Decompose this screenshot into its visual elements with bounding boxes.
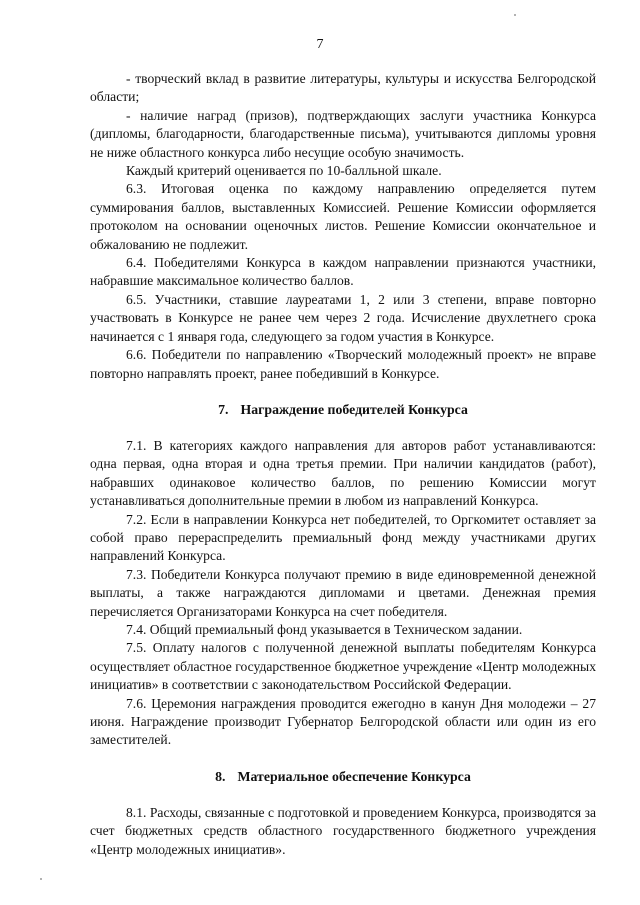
section-8 [90,804,596,859]
paragraph: Каждый критерий оценивается по 10-балльной шкале. [126,163,442,179]
section-title: Награждение победителей Конкурса [240,401,468,417]
section-7-heading [90,401,596,419]
paragraph: - творческий вклад в развитие литературы, культуры и искусства Белгородской области; [90,71,596,105]
paragraph: 6.4. Победителями Конкурса в каждом направлении признаются участники, набравшие максимальное количество баллов. [90,255,596,289]
paragraph: - наличие наград (призов), подтверждающих заслуги участника Конкурса (дипломы, благодарности, благодарственные письма), учитываются дипломы уровня не ниже областного конкурса либо несущие особую значимость. [90,107,596,160]
paragraph: 7.6. Церемония награждения проводится ежегодно в канун Дня молодежи – 27 июня. Награждение производит Губернатор Белгородской области или один из его заместителей. [90,695,596,748]
scan-speck [514,14,516,16]
paragraph: 7.2. Если в направлении Конкурса нет победителей, то Оргкомитет оставляет за собой право перераспределить премиальный фонд между участниками других направлений Конкурса. [90,511,596,564]
section-8-heading [90,768,596,786]
section-7 [90,437,596,750]
paragraph: 7.5. Оплату налогов с полученной денежной выплаты победителям Конкурса осуществляет областное государственное бюджетное учреждение «Центр молодежных инициатив» в соответствии с законодательством Российской Федерации. [90,640,596,693]
document-body [90,70,596,859]
section-number: 7. [218,401,229,417]
paragraph: 8.1. Расходы, связанные с подготовкой и проведением Конкурса, производятся за счет бюджетных средств областного государственного бюджетного учреждения «Центр молодежных инициатив». [90,804,596,857]
scan-speck [40,878,42,880]
section-number: 8. [215,768,226,784]
section-title: Материальное обеспечение Конкурса [237,768,471,784]
paragraph: 6.5. Участники, ставшие лауреатами 1, 2 или 3 степени, вправе повторно участвовать в Конкурсе не ранее чем через 2 года. Исчисление двухлетнего срока начинается с 1 января года, следующего за годом участия в Конкурсе. [90,291,596,344]
section-6-continuation [90,70,596,383]
paragraph: 7.4. Общий премиальный фонд указывается в Техническом задании. [126,621,523,637]
paragraph: 7.3. Победители Конкурса получают премию в виде единовременной денежной выплаты, а также награждаются дипломами и цветами. Денежная премия перечисляется Организаторами Конкурса на счет победителя. [90,566,596,619]
paragraph: 7.1. В категориях каждого направления для авторов работ устанавливаются: одна первая, одна вторая и одна третья премии. При наличии кандидатов (работ), набравших одинаковое количество баллов, по решению Комиссии могут устанавливаться дополнительные премии в любом из направлений Конкурса. [90,437,596,509]
paragraph: 6.6. Победители по направлению «Творческий молодежный проект» не вправе повторно направлять проект, ранее победивший в Конкурсе. [90,347,596,381]
paragraph: 6.3. Итоговая оценка по каждому направлению определяется путем суммирования баллов, выставленных Комиссией. Решение Комиссии оформляется протоколом на основании оценочных листов. Решение Комиссии окончательное и обжалованию не подлежит. [90,181,596,252]
page-number: 7 [316,37,324,52]
